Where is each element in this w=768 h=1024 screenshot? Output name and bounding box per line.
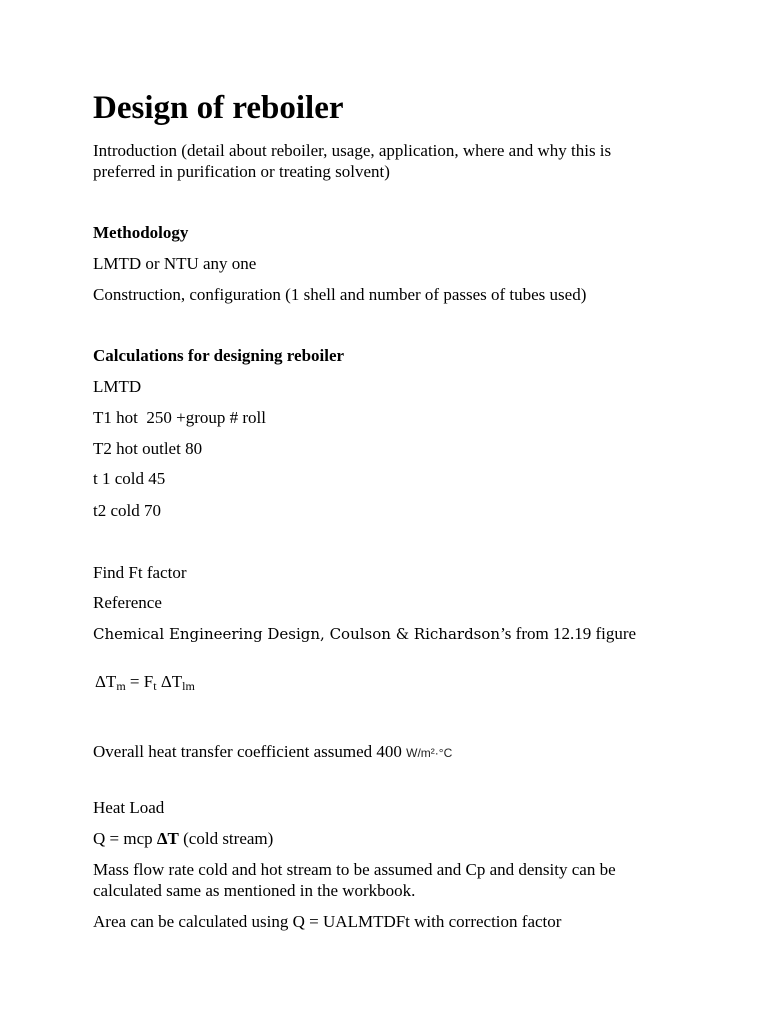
- reference-book: Chemical Engineering Design, Coulson & Richardson: [93, 625, 501, 643]
- mass-flow-line-1: Mass flow rate cold and hot stream to be assumed and Cp and density can be: [93, 860, 616, 879]
- methodology-heading: Methodology: [93, 223, 189, 242]
- page-title: Design of reboiler: [93, 90, 344, 126]
- q-delta: ΔT: [156, 829, 179, 848]
- t1-cold-line: t 1 cold 45: [93, 469, 166, 488]
- find-ft-line: Find Ft factor: [93, 563, 187, 582]
- methodology-line-1: LMTD or NTU any one: [93, 254, 257, 273]
- lmtd-label: LMTD: [93, 377, 142, 396]
- ft-formula: [95, 671, 195, 697]
- overall-htc-line: [93, 741, 452, 764]
- area-line: Area can be calculated using Q = UALMTDFt with correction factor: [93, 912, 562, 931]
- formula-dt: ΔT: [95, 672, 117, 691]
- formula-sub-lm: lm: [182, 679, 195, 693]
- mass-flow-line-2: calculated same as mentioned in the workbook.: [93, 881, 416, 900]
- reference-suffix: ’s from 12.19 figure: [500, 624, 637, 643]
- methodology-line-2: Construction, configuration (1 shell and number of passes of tubes used): [93, 285, 587, 304]
- formula-dt-lm: ΔT: [156, 672, 183, 691]
- overall-htc-text: Overall heat transfer coefficient assumed 400: [93, 742, 407, 761]
- t2-cold-line: t2 cold 70: [93, 501, 161, 520]
- formula-sub-t: t: [153, 679, 157, 693]
- heat-load-heading: Heat Load: [93, 798, 165, 817]
- t2-hot-line: T2 hot outlet 80: [93, 439, 203, 458]
- formula-sub-m: m: [116, 679, 126, 693]
- q-suffix: (cold stream): [178, 829, 274, 848]
- calculations-heading: Calculations for designing reboiler: [93, 346, 345, 365]
- formula-equals-f: = F: [125, 672, 154, 691]
- heat-load-equation: [93, 828, 273, 849]
- intro-line-2: preferred in purification or treating solvent): [93, 162, 390, 181]
- intro-line-1: Introduction (detail about reboiler, usage, application, where and why this is: [93, 141, 612, 160]
- overall-htc-unit: W/m²·°C: [406, 746, 453, 760]
- q-prefix: Q = mcp: [93, 829, 157, 848]
- reference-label: Reference: [93, 593, 162, 612]
- reference-line: [93, 623, 636, 645]
- t1-hot-line: T1 hot 250 +group # roll: [93, 408, 266, 427]
